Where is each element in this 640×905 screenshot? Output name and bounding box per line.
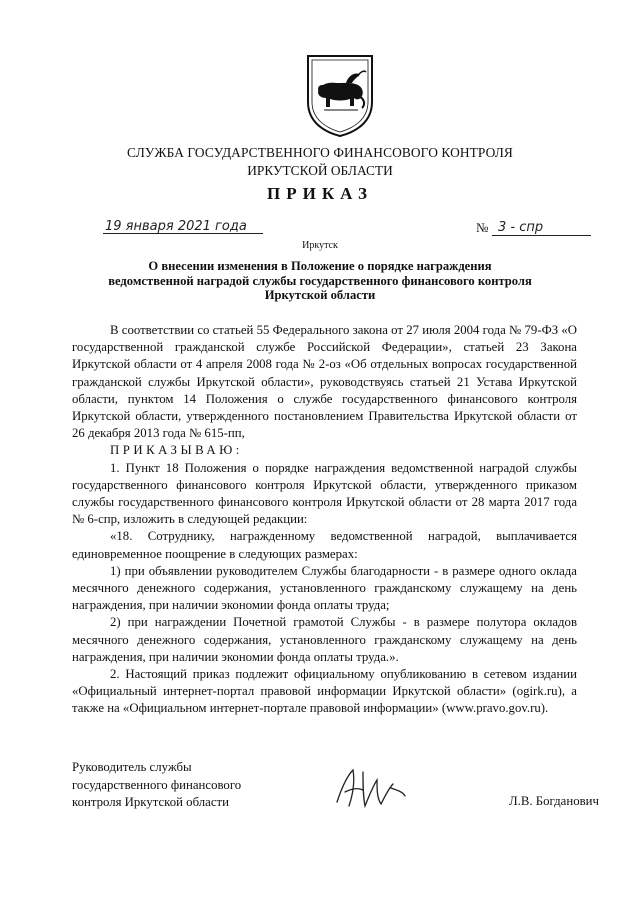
handwritten-signature-icon [333,762,408,812]
position-line2: государственного финансового [72,777,242,792]
document-body [72,322,577,718]
position-line1: Руководитель службы [72,760,192,774]
title-line2: ведомственной наградой службы государственного финансового контроля [108,273,532,288]
subclause-1-paragraph: 1) при объявлении руководителем Службы благодарности - в размере одного оклада месячного денежного содержания, установленного гражданскому служащему на день награждения, при наличии экономии фонда оплаты труда; [72,563,577,613]
clause-18-paragraph: «18. Сотруднику, награжденному ведомственной наградой, выплачивается единовременное поощрение в следующих размерах: [72,529,577,561]
document-city: Иркутск [302,240,338,251]
document-title [0,259,640,303]
preamble-paragraph: В соответствии со статьей 55 Федерального закона от 27 июля 2004 года № 79-ФЗ «О государственной гражданской службе Российской Федерации», статьей 23 Закона Иркутской области от 4 апреля 2008 года № 2-оз «Об отдельных вопросах государственной гражданской службы Иркутской области», руководствуясь статьей 21 Устава Иркутской области, пунктом 14 Положения о службе государственного финансового контроля Иркутской области, утвержденного постановлением Правительства Иркутской области от 26 декабря 2013 года № 615-пп, [72,323,577,441]
document-number-field [476,218,591,236]
signatory-position [72,759,241,812]
position-line3: контроля Иркутской области [72,795,229,809]
organization-name-line1: СЛУЖБА ГОСУДАРСТВЕННОГО ФИНАНСОВОГО КОНТРОЛЯ [127,145,513,160]
document-date-field [103,218,263,234]
clause-2-paragraph: 2. Настоящий приказ подлежит официальному опубликованию в сетевом издании «Официальный интернет-портал правовой информации Иркутской области» (ogirk.ru), а также на «Официальном интернет-портале правовой информации» (www.pravo.gov.ru). [72,667,577,716]
number-underline [492,235,591,236]
coat-of-arms-icon [300,52,380,138]
number-sign: № [476,220,489,235]
order-word: ПРИКАЗЫВАЮ: [110,443,243,458]
document-type: ПРИКАЗ [267,184,373,203]
title-line1: О внесении изменения в Положение о порядке награждения [148,259,492,273]
clause-1-paragraph: 1. Пункт 18 Положения о порядке награждения ведомственной наградой службы государственного финансового контроля Иркутской области, утвержденного приказом службы государственного финансового контроля Иркутской области от 28 марта 2017 года № 6-спр, изложить в следующей редакции: [72,460,577,527]
document-number: 3 - спр [498,220,544,235]
subclause-2-paragraph: 2) при награждении Почетной грамотой Службы - в размере полутора окладов месячного денежного содержания, установленного гражданскому служащему на день награждения, при наличии экономии фонда оплаты труда.». [72,615,577,664]
organization-name-line2: ИРКУТСКОЙ ОБЛАСТИ [247,163,393,178]
title-line3: Иркутской области [264,288,376,302]
signatory-name: Л.В. Богданович [509,794,599,808]
document-date: 19 января 2021 года [105,219,247,234]
